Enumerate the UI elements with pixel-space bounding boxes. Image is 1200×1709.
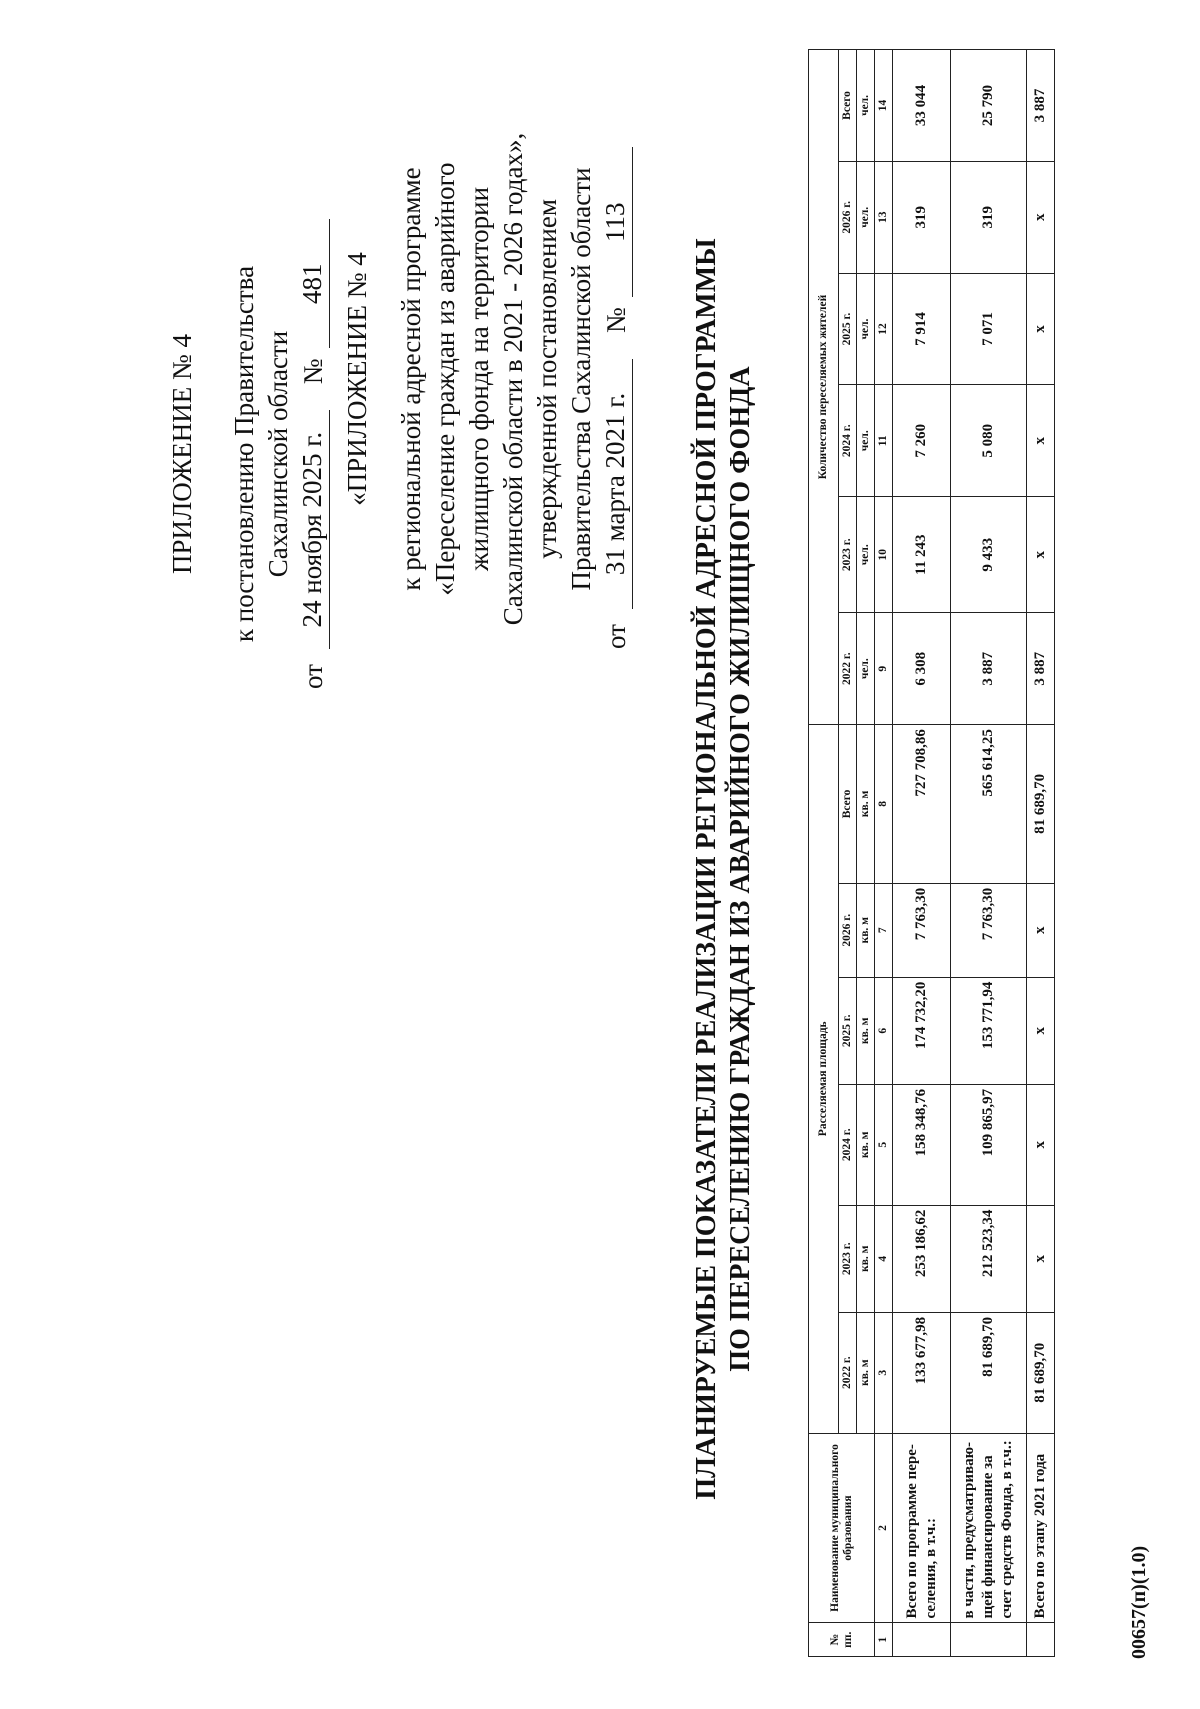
area-cell: 81 689,70 — [1027, 1312, 1055, 1433]
people-cell: 5 080 — [951, 385, 1027, 497]
original-appendix-line1: к региональной адресной программе — [396, 167, 426, 591]
column-number: 13 — [875, 161, 893, 273]
header-people-group: Количество переселяемых жителей — [809, 50, 839, 725]
header-unit: кв. м — [857, 977, 875, 1084]
original-appendix-no-label: № — [601, 307, 631, 333]
column-number: 7 — [875, 883, 893, 977]
table-row — [951, 50, 1027, 1657]
table-row — [1027, 50, 1055, 1657]
row-num — [893, 1623, 951, 1657]
area-cell: 174 732,20 — [893, 977, 951, 1084]
row-num — [951, 1623, 1027, 1657]
area-cell: 253 186,62 — [893, 1205, 951, 1312]
original-appendix-date-line — [598, 69, 633, 649]
header-people-year: 2024 г. — [839, 385, 857, 497]
original-appendix-line6: Правительства Сахалинской области — [566, 167, 596, 591]
original-appendix-line3: жилищного фонда на территории — [464, 186, 494, 572]
column-number: 5 — [875, 1084, 893, 1205]
people-cell: 319 — [893, 161, 951, 273]
area-cell: 212 523,34 — [951, 1205, 1027, 1312]
table-header-row-years — [839, 50, 857, 1657]
column-number: 6 — [875, 977, 893, 1084]
area-cell: 7 763,30 — [893, 883, 951, 977]
column-number: 3 — [875, 1312, 893, 1433]
table-column-numbers-row — [875, 50, 893, 1657]
header-area-year: 2025 г. — [839, 977, 857, 1084]
table-header-row-units — [857, 50, 875, 1657]
column-number: 12 — [875, 273, 893, 385]
area-cell: 158 348,76 — [893, 1084, 951, 1205]
area-total-cell: 727 708,86 — [893, 725, 951, 884]
header-unit: кв. м — [857, 725, 875, 884]
header-area-group: Расселяемая площадь — [809, 725, 839, 1433]
original-appendix-from-label: от — [601, 624, 631, 649]
header-people-year: 2022 г. — [839, 613, 857, 725]
header-area-year: 2023 г. — [839, 1205, 857, 1312]
table-row — [893, 50, 951, 1657]
appendix-date-line — [295, 219, 330, 689]
header-area-total: Всего — [839, 725, 857, 884]
table-header-row-1 — [809, 50, 839, 1657]
document-code: 00657(п)(1.0) — [1128, 1545, 1150, 1659]
people-cell: 7 260 — [893, 385, 951, 497]
people-cell: 7 071 — [951, 273, 1027, 385]
people-cell: 6 308 — [893, 613, 951, 725]
area-cell: 109 865,97 — [951, 1084, 1027, 1205]
area-cell: 133 677,98 — [893, 1312, 951, 1433]
people-cell: x — [1027, 161, 1055, 273]
area-cell: x — [1027, 883, 1055, 977]
row-num — [1027, 1623, 1055, 1657]
people-cell: 319 — [951, 161, 1027, 273]
column-number: 2 — [875, 1433, 893, 1623]
header-people-year: 2023 г. — [839, 497, 857, 613]
header-unit: кв. м — [857, 1205, 875, 1312]
indicators-table — [808, 49, 1055, 1657]
header-unit: чел. — [857, 161, 875, 273]
header-unit: чел. — [857, 385, 875, 497]
header-area-year: 2022 г. — [839, 1312, 857, 1433]
document-title-line2: ПО ПЕРЕСЕЛЕНИЮ ГРАЖДАН ИЗ АВАРИЙНОГО ЖИЛИЩНОГО ФОНДА — [725, 366, 756, 1372]
area-cell: x — [1027, 1205, 1055, 1312]
appendix-from-label: от — [298, 664, 328, 689]
people-cell: 7 914 — [893, 273, 951, 385]
header-unit: кв. м — [857, 883, 875, 977]
header-unit: чел. — [857, 50, 875, 162]
original-appendix-title: «ПРИЛОЖЕНИЕ № 4 — [342, 252, 372, 506]
original-appendix-line2: «Переселение граждан из аварийного — [430, 162, 460, 596]
area-cell: 81 689,70 — [951, 1312, 1027, 1433]
header-unit: кв. м — [857, 1312, 875, 1433]
header-unit: кв. м — [857, 1084, 875, 1205]
header-area-year: 2026 г. — [839, 883, 857, 977]
column-number: 4 — [875, 1205, 893, 1312]
original-appendix-date: 31 марта 2021 г. — [598, 359, 633, 609]
appendix-line2: Сахалинской области — [263, 330, 293, 578]
appendix-header — [165, 219, 330, 689]
original-appendix-line4: Сахалинской области в 2021 - 2026 годах», — [498, 132, 528, 626]
appendix-number: 481 — [295, 219, 330, 348]
area-cell: x — [1027, 977, 1055, 1084]
appendix-no-label: № — [298, 358, 328, 385]
header-num: № пп. — [809, 1623, 875, 1657]
column-number: 10 — [875, 497, 893, 613]
people-total-cell: 25 790 — [951, 50, 1027, 162]
column-number: 8 — [875, 725, 893, 884]
people-cell: x — [1027, 497, 1055, 613]
area-total-cell: 81 689,70 — [1027, 725, 1055, 884]
area-total-cell: 565 614,25 — [951, 725, 1027, 884]
header-unit: чел. — [857, 497, 875, 613]
original-appendix-line5: утвержденной постановлением — [532, 199, 562, 559]
appendix-date: 24 ноября 2025 г. — [295, 410, 330, 649]
original-appendix-number: 113 — [598, 147, 633, 297]
people-total-cell: 3 887 — [1027, 50, 1055, 162]
header-area-year: 2024 г. — [839, 1084, 857, 1205]
header-unit: чел. — [857, 613, 875, 725]
people-cell: 3 887 — [1027, 613, 1055, 725]
people-cell: 3 887 — [951, 613, 1027, 725]
column-number: 1 — [875, 1623, 893, 1657]
header-unit: чел. — [857, 273, 875, 385]
original-appendix-header — [340, 69, 633, 689]
area-cell: 7 763,30 — [951, 883, 1027, 977]
row-name: Всего по программе пере-селения, в т.ч.: — [893, 1433, 951, 1623]
people-cell: x — [1027, 385, 1055, 497]
column-number: 14 — [875, 50, 893, 162]
area-cell: x — [1027, 1084, 1055, 1205]
header-people-year: 2026 г. — [839, 161, 857, 273]
document-title-line1: ПЛАНИРУЕМЫЕ ПОКАЗАТЕЛИ РЕАЛИЗАЦИИ РЕГИОНАЛЬНОЙ АДРЕСНОЙ ПРОГРАММЫ — [691, 238, 722, 1500]
row-name: Всего по этапу 2021 года — [1027, 1433, 1055, 1623]
column-number: 11 — [875, 385, 893, 497]
header-people-year: 2025 г. — [839, 273, 857, 385]
area-cell: 153 771,94 — [951, 977, 1027, 1084]
people-cell: 9 433 — [951, 497, 1027, 613]
column-number: 9 — [875, 613, 893, 725]
people-cell: 11 243 — [893, 497, 951, 613]
header-people-total: Всего — [839, 50, 857, 162]
row-name: в части, предусматриваю-щей финансирование за счет средств Фонда, в т.ч.: — [951, 1433, 1027, 1623]
people-total-cell: 33 044 — [893, 50, 951, 162]
appendix-line1: к постановлению Правительства — [229, 265, 259, 643]
people-cell: x — [1027, 273, 1055, 385]
document-title — [690, 209, 758, 1529]
appendix-title: ПРИЛОЖЕНИЕ № 4 — [167, 333, 197, 575]
header-name: Наименование муниципального образования — [809, 1433, 875, 1623]
